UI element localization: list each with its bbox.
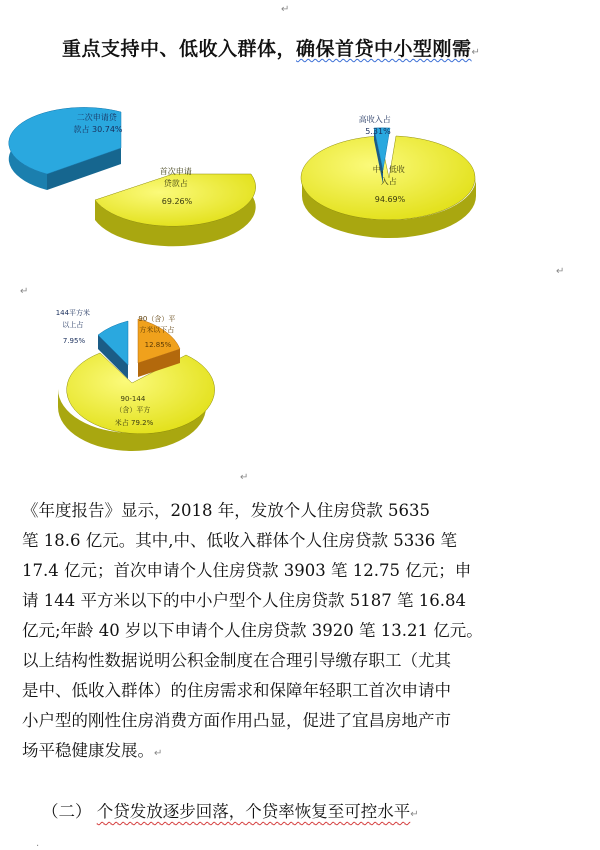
body-line: 小户型的刚性住房消费方面作用凸显，促进了宜昌房地产市 (22, 711, 451, 730)
pie-chart-housing-size (52, 303, 212, 463)
heading-text: 重点支持中、低收入群体， (62, 38, 297, 60)
body-line: 亿元;年龄 40 岁以下申请个人住房贷款 3920 笔 13.21 亿元。 (22, 621, 483, 640)
body-line: 是中、低收入群体）的住房需求和保障年轻职工首次申请中 (22, 681, 451, 700)
section-number: （二） (42, 802, 97, 821)
body-line: 场平稳健康发展。↵ (22, 741, 163, 760)
slice-label: 中、低收 入占 94.69% (372, 165, 406, 204)
paragraph-mark: ↵ (240, 472, 249, 483)
body-line: 17.4 亿元；首次申请个人住房贷款 3903 笔 12.75 亿元；申 (22, 561, 472, 580)
slice-label: 首次申请 贷款占 69.26% (159, 167, 193, 206)
slice-label: 高收入占 5.31% (358, 115, 391, 136)
section-title: 个贷发放逐步回落，个贷率恢复至可控水平 (96, 802, 411, 821)
paragraph-mark: ↵ (20, 286, 29, 297)
paragraph-mark: ↵ (471, 47, 481, 58)
paragraph-mark: ↵ (556, 266, 565, 277)
slice-label: 二次申请贷 款占 30.74% (73, 113, 123, 134)
section-heading (42, 798, 419, 822)
paragraph-mark: ↵ (154, 748, 163, 759)
pie-chart-application (55, 92, 255, 242)
body-line: 笔 18.6 亿元。其中,中、低收入群体个人住房贷款 5336 笔 (22, 531, 457, 550)
heading-text-highlighted: 确保首贷中小型刚需 (296, 38, 472, 60)
paragraph-mark: ↵ (281, 4, 290, 15)
paragraph-mark: . (36, 838, 40, 849)
body-line: 请 144 平方米以下的中小户型个人住房贷款 5187 笔 16.84 (22, 591, 466, 610)
body-line: 以上结构性数据说明公积金制度在合理引导缴存职工（尤其 (22, 651, 451, 670)
slice-label: 90-144 （含）平方 米占 79.2% (114, 395, 154, 427)
page-heading (62, 34, 480, 61)
body-paragraph (22, 496, 582, 769)
paragraph-mark: ↵ (410, 809, 419, 820)
slice-label: 90（含）平 方米以下占 12.85% (138, 315, 176, 349)
body-line: 《年度报告》显示，2018 年，发放个人住房贷款 5635 (22, 501, 430, 520)
slice-label: 144平方米 以上占 7.95% (55, 309, 91, 345)
pie-chart-income (298, 100, 478, 230)
